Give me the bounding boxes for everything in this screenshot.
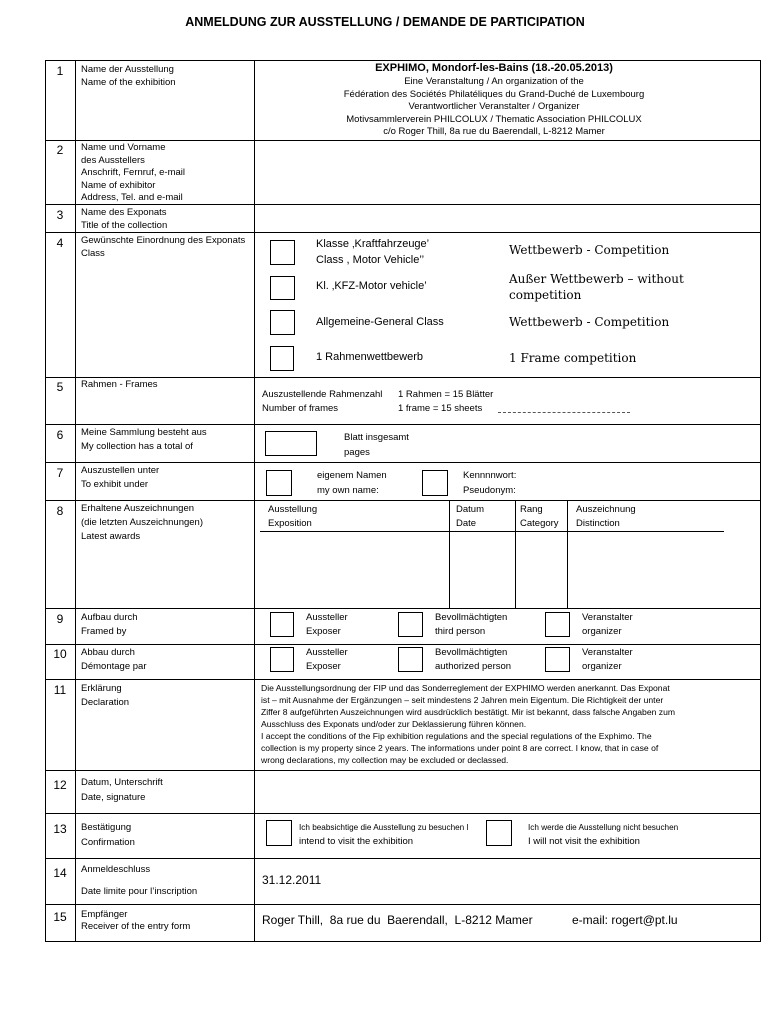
frames-entry-line[interactable] (498, 412, 630, 413)
row-number: 15 (53, 910, 67, 924)
option-label: Aussteller Exposer (306, 612, 348, 637)
row-divider (45, 608, 761, 609)
row-label: Bestätigung Confirmation (81, 822, 135, 848)
row-number: 11 (53, 683, 67, 697)
row-label: Datum, Unterschrift Date, signature (81, 777, 163, 803)
awards-col-exhibition: Ausstellung Exposition (268, 504, 318, 529)
label-column-divider (254, 60, 255, 942)
row-number: 10 (53, 647, 67, 661)
awards-col-distinction: Auszeichnung Distinction (576, 504, 636, 529)
row-number: 3 (56, 208, 64, 222)
sheets-label: Blatt insgesamt pages (344, 432, 409, 458)
own-name-label: eigenem Namen my own name: (317, 470, 387, 496)
row-label: Abbau durch Démontage par (81, 647, 147, 672)
row-number: 14 (53, 866, 67, 880)
class-kfz-checkbox[interactable] (270, 276, 295, 300)
receiver-email[interactable]: e-mail: rogert@pt.lu (572, 913, 678, 927)
frames-label: Auszustellende Rahmenzahl Number of frames (262, 389, 383, 414)
dismantle-organizer-checkbox[interactable] (545, 647, 570, 672)
class-motor-vehicle-checkbox[interactable] (270, 240, 295, 265)
row-label: Name des Exponats Title of the collection (81, 207, 168, 231)
row-number: 1 (56, 64, 64, 78)
row-number: 8 (56, 504, 64, 518)
row-divider (45, 424, 761, 425)
row-divider (45, 232, 761, 233)
row-divider (45, 770, 761, 771)
row-divider (45, 858, 761, 859)
framed-by-exposer-checkbox[interactable] (270, 612, 294, 637)
row-number: 2 (56, 143, 64, 157)
row-number: 5 (56, 380, 64, 394)
row-divider (45, 813, 761, 814)
dismantle-exposer-checkbox[interactable] (270, 647, 294, 672)
visit-label: Ich beabsichtige die Ausstellung zu besuchen l intend to visit the exhibition (299, 823, 469, 847)
row-label: Erklärung Declaration (81, 683, 130, 708)
row-number: 6 (56, 428, 64, 442)
row-number: 13 (53, 822, 67, 836)
row-divider (45, 679, 761, 680)
date-signature-field[interactable] (256, 772, 758, 812)
option-label: Veranstalter organizer (582, 612, 633, 637)
option-label: Veranstalter organizer (582, 647, 633, 672)
class-one-frame-checkbox[interactable] (270, 346, 294, 371)
pseudonym-checkbox[interactable] (422, 470, 448, 496)
number-column-divider (75, 60, 76, 942)
class-general-checkbox[interactable] (270, 310, 295, 335)
no-visit-label: Ich werde die Ausstellung nicht besuchen I will not visit the exhibition (528, 823, 679, 847)
row-label: Aufbau durch Framed by (81, 612, 138, 637)
dismantle-authorized-person-checkbox[interactable] (398, 647, 423, 672)
class-option-label: 1 Rahmenwettbewerb (316, 351, 424, 363)
exhibition-title: EXPHIMO, Mondorf-les-Bains (18.-20.05.2013) (375, 62, 613, 74)
framed-by-organizer-checkbox[interactable] (545, 612, 570, 637)
row-number: 4 (56, 236, 64, 250)
awards-column-divider (449, 500, 450, 608)
sheets-count-field[interactable] (265, 431, 317, 456)
awards-col-date: Datum Date (456, 504, 484, 529)
no-visit-checkbox[interactable] (486, 820, 512, 846)
awards-column-divider (515, 500, 516, 608)
row-label: Anmeldeschluss Date limite pour l’inscription (81, 864, 198, 897)
row-label: Name und Vorname des Ausstellers Anschrift, Fernruf, e-mail Name of exhibitor Address, Tel. and e-mail (81, 142, 185, 203)
collection-title-field[interactable] (256, 206, 758, 230)
row-label: Gewünschte Einordnung des Exponats Class (81, 235, 246, 259)
awards-col-category: Rang Category (520, 504, 559, 529)
organizer-info: Eine Veranstaltung / An organization of the Fédération des Sociétés Philatéliques du Grand-Duché de Luxembourg Verantwortlicher Veranstalter / Organizer Motivsammlerverein PHILCOLUX / Thematic Association PHILCOLUX c/o Roger Thill, 8a rue du Baerendall, L-8212 Mamer (343, 76, 645, 137)
deadline-value: 31.12.2011 (262, 873, 322, 887)
option-label: Aussteller Exposer (306, 647, 348, 672)
competition-label: Wettbewerb - Competition (509, 315, 670, 329)
competition-label: 1 Frame competition (509, 351, 637, 365)
row-label: Rahmen - Frames (81, 379, 158, 390)
awards-header-line (260, 531, 724, 532)
class-option-label: Kl. ‚KFZ-Motor vehicle’ (316, 280, 427, 292)
own-name-checkbox[interactable] (266, 470, 292, 496)
awards-column-divider (567, 500, 568, 608)
row-divider (45, 644, 761, 645)
competition-label: Wettbewerb - Competition (509, 243, 670, 257)
row-divider (45, 462, 761, 463)
pseudonym-label: Kennnnwort: Pseudonym: (463, 470, 517, 496)
row-divider (45, 377, 761, 378)
class-option-label: Allgemeine-General Class (316, 316, 444, 328)
row-divider (45, 500, 761, 501)
row-number: 9 (56, 612, 64, 626)
row-number: 12 (53, 778, 67, 792)
option-label: Bevollmächtigten third person (435, 612, 508, 637)
framed-by-third-person-checkbox[interactable] (398, 612, 423, 637)
visit-checkbox[interactable] (266, 820, 292, 846)
exhibitor-field[interactable] (256, 142, 758, 202)
form-title: ANMELDUNG ZUR AUSSTELLUNG / DEMANDE DE PARTICIPATION (185, 15, 585, 29)
frames-rule: 1 Rahmen = 15 Blätter 1 frame = 15 sheets (398, 389, 494, 414)
row-label: Meine Sammlung besteht aus My collection has a total of (81, 427, 207, 452)
option-label: Bevollmächtigten authorized person (435, 647, 512, 672)
receiver-address: Roger Thill, 8a rue du Baerendall, L-8212 Mamer (262, 913, 533, 927)
row-label: Name der Ausstellung Name of the exhibition (81, 64, 176, 88)
declaration-text: Die Ausstellungsordnung der FIP und das Sonderreglement der EXPHIMO werden anerkannt. Das Exponat ist – mit Ausnahme der Ergänzungen – seit mindestens 2 Jahren mein Eigentum. Die Richtigkeit der unter Ziffer 8 aufgeführten Auszeichnungen wird ausdrücklich bestätigt. Mir ist bekannt, dass falsche Angaben zum Ausschluss des Exponats und/oder zur Deklassierung führen können. I accept the conditions of the Fip exhibition regulations and the special regulations of the Exphimo. The collection is my property since 2 years. The informations under point 8 are correct. I know, that in case of wrong declarations, my collection may be excluded or declassed. (261, 683, 676, 765)
row-divider (45, 904, 761, 905)
row-label: Auszustellen unter To exhibit under (81, 465, 160, 490)
row-divider (45, 140, 761, 141)
competition-label: Außer Wettbewerb – without competition (509, 272, 684, 302)
row-number: 7 (56, 466, 64, 480)
class-option-label: Klasse ‚Kraftfahrzeuge’ Class , Motor Vehicle’’ (316, 238, 430, 266)
row-label: Erhaltene Auszeichnungen (die letzten Auszeichnungen) Latest awards (81, 503, 203, 542)
row-label: Empfänger Receiver of the entry form (81, 909, 191, 932)
